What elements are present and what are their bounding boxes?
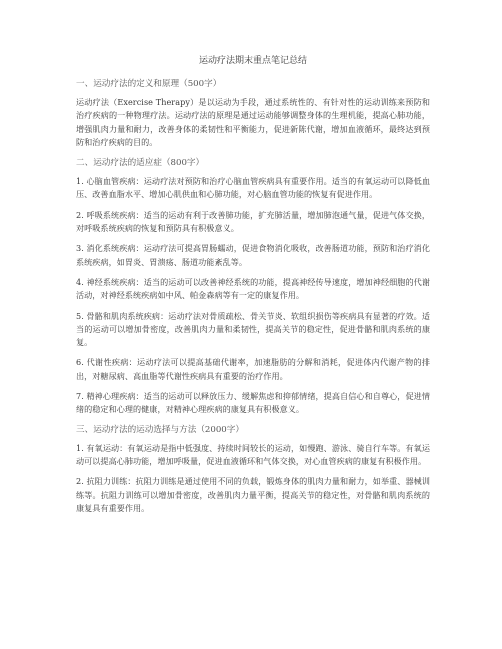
paragraph: 3. 消化系统疾病：运动疗法可提高胃肠蠕动，促进食物消化吸收，改善肠道功能，预防和治疗消化系统疾病，如胃炎、胃溃疡、肠道功能紊乱等。 (76, 243, 430, 267)
section-indications (76, 157, 430, 416)
section-heading: 二、运动疗法的适应症（800字） (76, 158, 205, 169)
paragraph: 5. 骨骼和肌肉系统疾病：运动疗法对骨质疏松、骨关节炎、软组织损伤等疾病具有显著的疗效。适当的运动可以增加骨密度，改善肌肉力量和柔韧性，提高关节的稳定性，促进骨骼和肌肉系统的康复。 (76, 310, 430, 348)
paragraph: 1. 有氧运动：有氧运动是指中低强度、持续时间较长的运动，如慢跑、游泳、骑自行车等。有氧运动可以提高心肺功能，增加呼吸量，促进血液循环和气体交换，对心血管疾病的康复有积极作用。 (76, 442, 430, 466)
paragraph: 7. 精神心理疾病：适当的运动可以释放压力、缓解焦虑和抑郁情绪，提高自信心和自尊心，促进情绪的稳定和心理的健康，对精神心理疾病的康复具有积极意义。 (76, 391, 430, 415)
section-exercise-selection (76, 424, 430, 515)
section-heading: 一、运动疗法的定义和原理（500字） (76, 79, 222, 89)
paragraph: 2. 呼吸系统疾病：适当的运动有利于改善肺功能，扩充肺活量，增加肺泡通气量，促进气体交换，对呼吸系统疾病的恢复和预防具有积极意义。 (76, 209, 430, 234)
paragraph: 运动疗法（Exercise Therapy）是以运动为手段，通过系统性的、有针对性的运动训练来预防和治疗疾病的一种物理疗法。运动疗法的原理是通过运动能够调整身体的生理机能，提高心肺功能，增强肌肉力量和耐力，改善身体的柔韧性和平衡能力，促进新陈代谢，增加血液循环，最终达到预防和治疗疾病的目的。 (76, 97, 430, 147)
section-definition (76, 78, 430, 149)
paragraph: 1. 心脑血管疾病：运动疗法对预防和治疗心脑血管疾病具有重要作用。适当的有氧运动可以降低血压、改善血脂水平、增加心肌供血和心肺功能，对心脑血管功能的恢复有促进作用。 (76, 176, 430, 200)
paragraph: 6. 代谢性疾病：运动疗法可以提高基础代谢率，加速脂肪的分解和消耗，促进体内代谢产物的排出，对糖尿病、高血脂等代谢性疾病具有重要的治疗作用。 (76, 357, 430, 381)
paragraph: 4. 神经系统疾病：适当的运动可以改善神经系统的功能，提高神经传导速度，增加神经细胞的代谢活动，对神经系统疾病如中风、帕金森病等有一定的康复作用。 (76, 276, 430, 301)
paragraph: 2. 抗阻力训练：抗阻力训练是通过使用不同的负载，锻炼身体的肌肉力量和耐力，如举重、器械训练等。抗阻力训练可以增加骨密度，改善肌肉力量平衡，提高关节的稳定性，对骨骼和肌肉系统的康复具有重要作用。 (76, 476, 430, 513)
section-heading: 三、运动疗法的运动选择与方法（2000字） (76, 424, 244, 435)
document-title: 运动疗法期末重点笔记总结 (198, 56, 307, 66)
